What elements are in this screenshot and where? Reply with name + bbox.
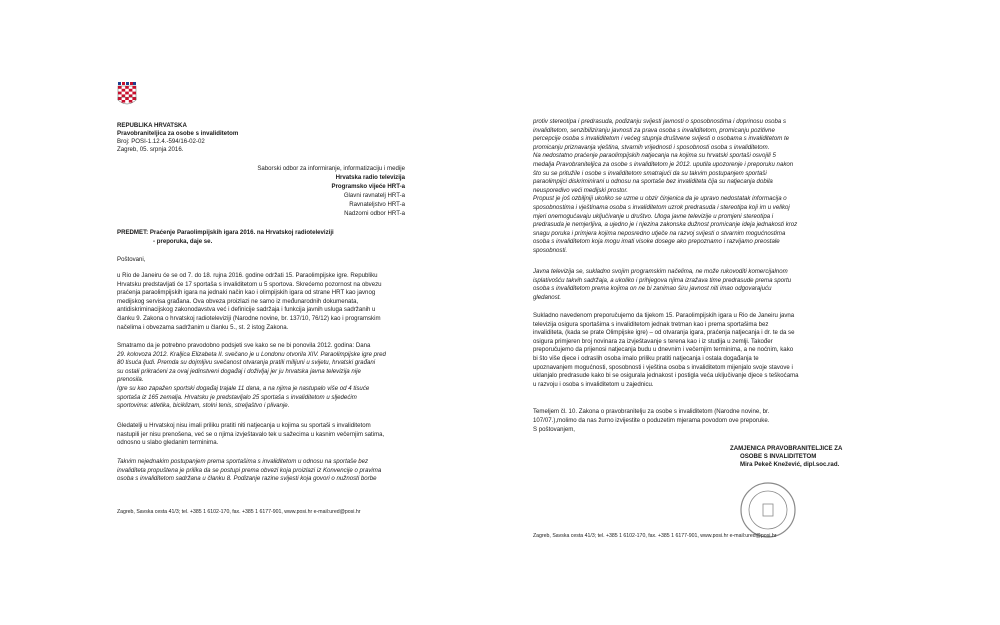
subject-line: PREDMET: Praćenje Paraolimpijskih igara 2016. na Hrvatskoj radioteleviziji <box>117 229 334 236</box>
paragraph-4: Takvim nejednakim postupanjem prema sportašima s invaliditetom u odnosu na sportaše bez invaliditeta propuštena je prilika da se postupi prema obvezi koja proizlazi iz Konvencije o pravima osoba s invaliditetom sadržana u članku 8. Podizanje razine svijesti koja govori o nužnosti borbe <box>117 458 382 483</box>
paragraph-3: Gledatelji u Hrvatskoj nisu imali priliku pratiti niti natjecanja u kojima su sportaši s invaliditetom nastupili jer nisu prenošena, već se o njima izvještavalo tek u sažecima u kasnim večernjim satima, odnosno u slabo gledanim terminima. <box>117 422 385 447</box>
recipient-4: Glavni ravnatelj HRT-a <box>343 192 405 199</box>
paragraph-public-tv: Javna televizija se, sukladno svojim programskim načelima, ne može rukovoditi komercijalnom isplativošću takvih sadržaja, a ukoliko i prihjegova njima izražava time predrasude prema sportu osoba s invaliditetom prema kojima on ne bi zanimao širu javnost niti imao odgovarajuću gledanost. <box>533 268 792 301</box>
paragraph-continued: protiv stereotipa i predrasuda, podizanju svijesti javnosti o sposobnostima i doprinosu osoba s invaliditetom, senzibiliziranju javnosti za prava osoba s invaliditetom, promicanju pozitivne percepcije osoba s invaliditetom i većeg stupnja društvene svijesti o osobama s invaliditetom te promicanju priznavanja vještina, stvarnih vrijednosti i sposobnosti osoba s invaliditetom. Na nedostatno praćenje paraolimpijskih natjecanja na kojima su hrvatski sportaši osvojili 5 medalja Pravobraniteljica za osobe s invaliditetom je 2012. uputila upozorenje i preporuku nakon što su se pritužile i osobe s invaliditetom smatrajući da su takvim postupanjem sportaši paraolimpijci diskriminirani u odnosu na sportaše bez invaliditeta čija su natjecanja dobila neusporedivo veći medijski prostor. Propust je još ozbiljniji ukoliko se uzme u obzir činjenica da je upravo nedostatak informacija o sposobnostima i vještinama osoba s invaliditetom uzrok predrasuda i stereotipa koji im u velikoj mjeri onemogućavaju uključivanje u društvo. Uloga javne televizije u promjeni stereotipa i predrasuda je nemjerljiva, a ujedno je i njezina zakonska dužnost promicanje ideja jednakosti kroz snagu poruka i primjera kojima neposredno utječe na razvoj svijesti o stvarnim mogućnostima osoba s invaliditetom koja mogu imati visoke dosege ako prepoznamo i razvijamo preostale sposobnosti. <box>533 118 798 254</box>
footer-2: Zagreb, Savska cesta 41/3; tel. +385 1 6102-170, fax. +385 1 6177-901, www.posi.hr e-mail:ured@posi.hr <box>533 533 777 539</box>
salutation: Poštovani, <box>117 256 146 263</box>
paragraph-legal-basis: Temeljem čl. 10. Zakona o pravobranitelju za osobe s invaliditetom (Narodne novine, br. 107/07.),molimo da nas žurno izvijestite o poduzetim mjerama povodom ove preporuke. <box>533 408 770 424</box>
subject-line-2: - preporuka, daje se. <box>153 238 213 245</box>
letter-page-1 <box>107 60 487 560</box>
closing: S poštovanjem, <box>533 426 576 433</box>
footer: Zagreb, Savska cesta 41/3; tel. +385 1 6102-170, fax. +385 1 6177-901, www.posi.hr e-mail:ured@posi.hr <box>117 509 361 515</box>
signature-title: ZAMJENICA PRAVOBRANITELJICE ZA <box>730 445 843 452</box>
letter-page-2 <box>533 60 913 560</box>
croatian-coat-of-arms-icon <box>117 82 137 108</box>
signature-name: Mira Pekeč Knežević, dipl.soc.rad. <box>740 461 840 468</box>
paragraph-2: Smatramo da je potrebno pravodobno podsjeti sve kako se ne bi ponovila 2012. godina: Dana 29. kolovoza 2012. Kraljica Elizabeta II. svečano je u Londonu otvorila XIV. Paraolimpijske igre pred 80 tisuća ljudi. Premda su dojmljivu svečanost otvaranja pratili milijuni u svijetu, hrvatski građani su ostali prikraćeni za ovaj jedinstveni događaj i doživljaj jer ju hrvatska javna televizija nije prenosila. Igre su kao zapažen sportski događaj trajale 11 dana, a na njima je nastupalo više od 4 tisuće sportaša iz 165 zemalja. Hrvatsku je predstavljalo 25 sportaša s invaliditetom u sljedećim sportovima: atletika, biciklizam, stolni tenis, streljaštvo i plivanje. <box>117 342 386 410</box>
signature-subtitle: OSOBE S INVALIDITETOM <box>740 453 817 460</box>
paragraph-1: u Rio de Janeiru će se od 7. do 18. rujna 2016. godine održati 15. Paraolimpijske igre. Republiku Hrvatsku predstavljati će 17 sportaša s invaliditetom u 5 sportova. Skrećemo pozornost na obvezu praćenja paraolimpijskih igara na jednaki način kao i olimpijskih igara od strane HRT kao javnog medijskog servisa građana. Ova obveza proizlazi ne samo iz međunarodnih dokumenata, antidiskriminacijskog zakonodavstva već i definicije sadržaja i funkcija javnih usluga sadržanih u članku 9. Zakona o hrvatskoj radioteleviziji (Narodne novine, br. 137/10, 76/12) kao i programskim načelima i obvezama sadržanim u članku 5., st. 2 istog Zakona. <box>117 272 382 331</box>
place-date: Zagreb, 05. srpnja 2016. <box>117 146 184 153</box>
official-stamp-icon <box>738 480 798 540</box>
recipient-6: Nadzorni odbor HRT-a <box>344 210 405 217</box>
reference-number: Broj: POSI-1.12.4.-594/16-02-02 <box>117 138 205 145</box>
recipient-3: Programsko vijeće HRT-a <box>331 183 405 190</box>
recipient-5: Ravnateljstvo HRT-a <box>349 201 405 208</box>
recipient-2: Hrvatska radio televizija <box>335 174 405 181</box>
paragraph-recommendation: Sukladno navedenom preporučujemo da tijekom 15. Paraolimpijskih igara u Rio de Janeiru javna televizija osigura sportašima s invaliditetom jednak tretman kao i prema sportašima bez invaliditeta, (kada se prate Olimpijske igre) – od otvaranja igara, praćenja natjecanja i dr. te da se osigura primjeren broj novinara za izvještavanje s terena kao i iz studija u zemlji. Također preporučujemo da prijenosi natjecanja budu u dnevnim i večernjim terminima, a ne noćnim, kako bi što više djece i odraslih osoba imalo priliku pratiti natjecanja i ostala događanja te upoznavanjem mogućnosti, sposobnosti i vještina osoba s invaliditetom mijenjalo svoje stavove i uklanjalo predrasude kako bi se osigurala jednakost i postigla veća uključivanje djece s teškoćama u razvoju i osoba s invaliditetom u zajednicu. <box>533 312 799 388</box>
org-name: REPUBLIKA HRVATSKA <box>117 122 187 129</box>
recipient-1: Saborski odbor za informiranje, informatizaciju i medije <box>257 165 405 172</box>
org-subname: Pravobraniteljica za osobe s invaliditetom <box>117 130 239 137</box>
